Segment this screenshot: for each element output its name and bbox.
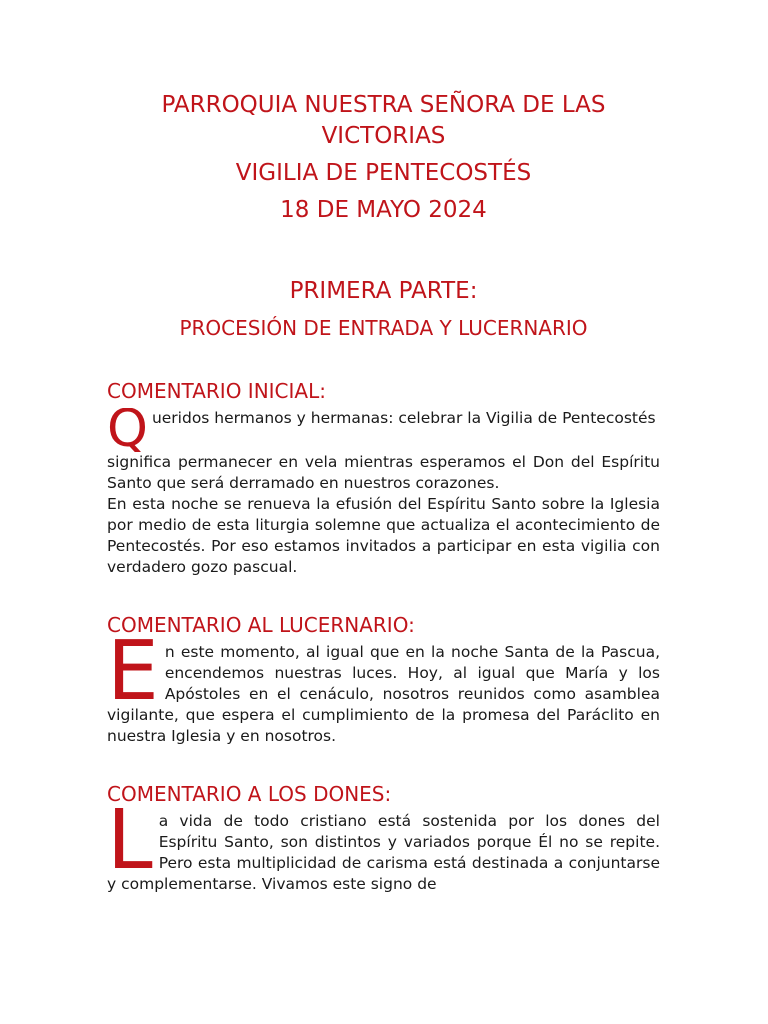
part-subtitle: PROCESIÓN DE ENTRADA Y LUCERNARIO <box>179 316 588 340</box>
dropcap-lines <box>107 408 660 452</box>
parish-name-line-2: VICTORIAS <box>321 123 446 149</box>
section-heading-comentario-inicial: COMENTARIO INICIAL: <box>107 379 326 403</box>
part-title: PRIMERA PARTE: <box>289 278 478 304</box>
paragraph-text: En esta noche se renueva la efusión del Espíritu Santo sobre la Iglesia por medio de esta liturgia solemne que actualiza el acontecimiento de Pentecostés. Por eso estamos invitados a participar en esta vigilia con verdadero gozo pascual. <box>107 495 660 576</box>
paragraph-text: ueridos hermanos y hermanas: celebrar la Vigilia de Pentecostés <box>151 409 656 427</box>
event-date: 18 DE MAYO 2024 <box>280 197 487 223</box>
dropcap-letter: E <box>107 624 159 719</box>
event-title: VIGILIA DE PENTECOSTÉS <box>235 160 532 186</box>
dropcap-letter: L <box>107 793 153 888</box>
document-title-block <box>107 90 660 226</box>
parish-name-line-1: PARROQUIA NUESTRA SEÑORA DE LAS <box>161 92 606 118</box>
dropcap-letter: Q <box>107 408 148 452</box>
section-body-comentario-inicial <box>107 408 660 578</box>
paragraph-text: a vida de todo cristiano está sostenida por los dones del Espíritu Santo, son distintos y variados porque Él no se repite. Pero esta multiplicidad de carisma está destinada a conjuntarse y complementarse. Vivamos este signo de <box>107 812 660 893</box>
paragraph-text: n este momento, al igual que en la noche Santa de la Pascua, encendemos nuestras luces. Hoy, al igual que María y los Apóstoles en el cenáculo, nosotros reunidos como asamblea vigilante, que espera el cumplimiento de la promesa del Paráclito en nuestra Iglesia y en nosotros. <box>107 643 660 745</box>
paragraph-text: significa permanecer en vela mientras esperamos el Don del Espíritu Santo que será derramado en nuestros corazones. <box>107 453 660 492</box>
section-heading-comentario-dones: COMENTARIO A LOS DONES: <box>107 782 392 806</box>
section-heading-comentario-lucernario: COMENTARIO AL LUCERNARIO: <box>107 613 415 637</box>
